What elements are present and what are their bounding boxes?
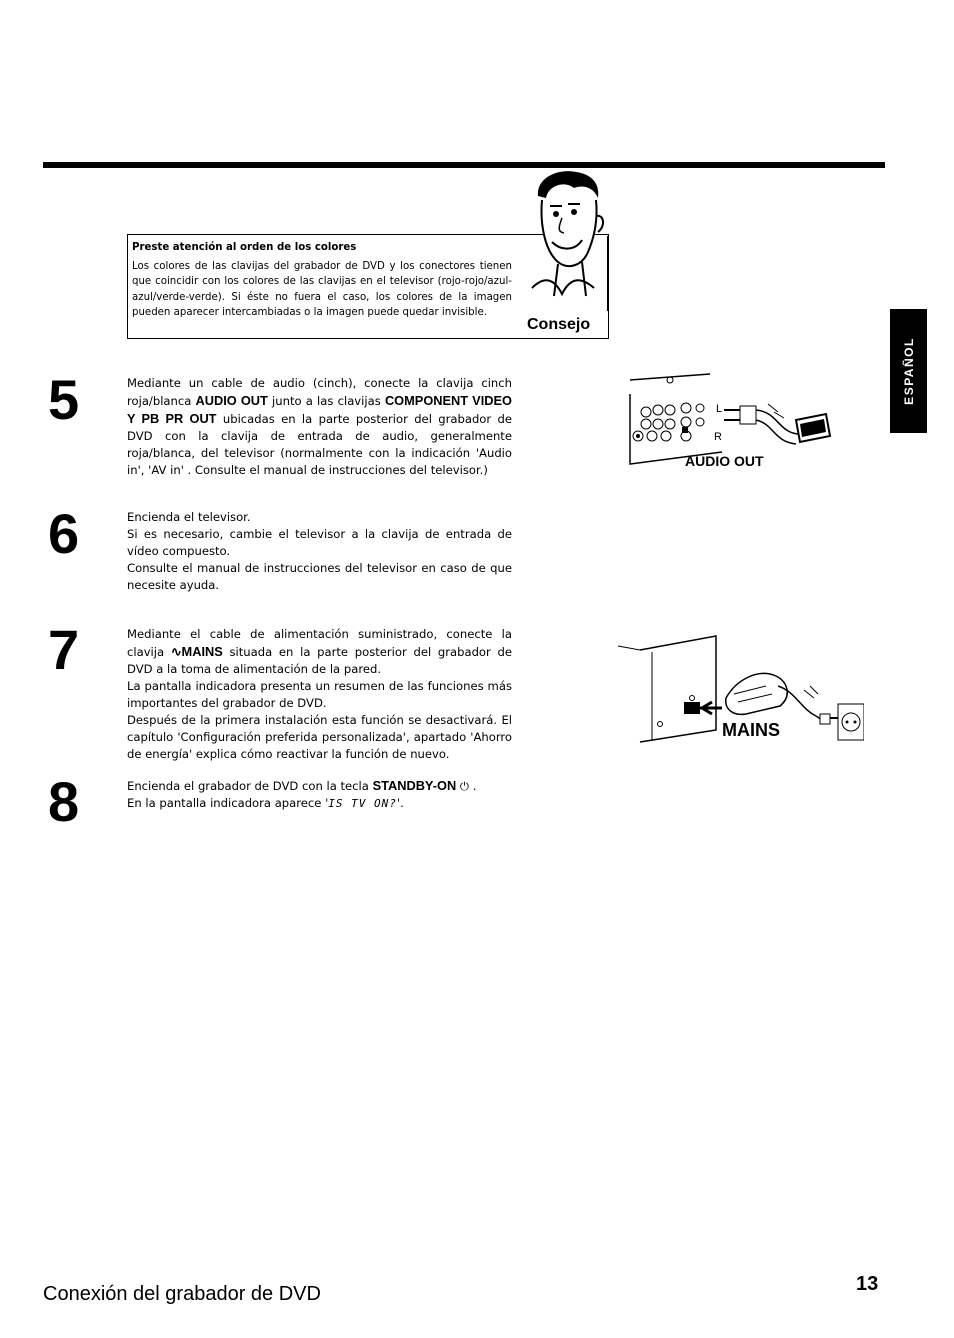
step-8-text-1: Encienda el grabador de DVD con la tecla	[127, 779, 373, 793]
step-7-text	[127, 626, 512, 763]
step-8-text	[127, 777, 512, 812]
page-number: 13	[856, 1273, 879, 1295]
audio-out-connection-figure	[628, 372, 834, 474]
step-number-8: 8	[48, 770, 80, 833]
step-8-text-4: '.	[396, 796, 404, 810]
power-icon: ⏻	[459, 779, 470, 793]
cartoon-man-icon	[518, 166, 610, 311]
step-5-text-1: Mediante un cable de audio (cinch), conecte la clavija cinch roja/blanca	[127, 376, 512, 408]
step-number-6: 6	[48, 502, 80, 565]
tip-title: Preste atención al orden de los colores	[132, 242, 357, 253]
language-tab-label: ESPAÑOL	[901, 337, 916, 405]
step-8-text-2: .	[469, 779, 477, 793]
display-message: IS TV ON?	[328, 797, 397, 810]
step-6-text	[127, 509, 512, 594]
step-number-5: 5	[48, 368, 80, 431]
step-6-line: Consulte el manual de instrucciones del televisor en caso de que necesite ayuda.	[127, 561, 512, 592]
mains-label: MAINS	[722, 720, 780, 740]
step-5-text-2: junto a las clavijas	[267, 394, 385, 408]
step-8-line-2	[127, 795, 512, 812]
step-8-text-3: En la pantalla indicadora aparece '	[127, 796, 329, 810]
step-6-line: Encienda el televisor.	[127, 510, 251, 524]
mains-symbol: ∿	[170, 644, 182, 659]
step-8-line-1	[127, 777, 512, 795]
top-rule	[43, 162, 885, 168]
language-tab	[890, 309, 927, 433]
step-5-text-3: ubicadas en la parte posterior del grabador de DVD con la clavija de entrada de audio, generalmente roja/blanca, del televisor (normalmente con la indicación 'Audio in', 'AV in' . Consulte el manual de instrucciones del televisor.)	[127, 412, 513, 477]
tip-body: Los colores de las clavijas del grabador de DVD y los conectores tienen que coincidir con los colores de las clavijas en el televisor (rojo-rojo/azul-azul/verde-verde). Si éste no fuera el caso, los colores de la imagen pueden aparecer intercambiadas o la imagen puede quedar invisible.	[132, 260, 512, 319]
left-channel-label: L	[716, 403, 723, 415]
component-video-keyword: COMPONENT VIDEO Y PB PR OUT	[127, 393, 512, 426]
standby-on-keyword: STANDBY-ON	[372, 778, 457, 793]
step-7-text-2: situada en la parte posterior del grabador de DVD a la toma de alimentación de la pared.	[127, 645, 512, 676]
step-7-paragraph-3: Después de la primera instalación esta función se desactivará. El capítulo 'Configuración preferida personalizada', apartado 'Ahorro de energía' explica cómo reactivar la función de nuevo.	[127, 713, 512, 761]
step-number-7: 7	[48, 618, 80, 681]
right-channel-label: R	[714, 431, 722, 443]
audio-out-keyword: AUDIO OUT	[195, 393, 268, 408]
step-7-text-1: Mediante el cable de alimentación suministrado, conecte la clavija	[127, 627, 512, 659]
footer-title: Conexión del grabador de DVD	[43, 1283, 321, 1305]
step-7-paragraph-2: La pantalla indicadora presenta un resumen de las funciones más importantes del grabador de DVD.	[127, 679, 512, 710]
step-7-paragraph-1	[127, 626, 512, 678]
mains-connection-figure	[616, 632, 864, 744]
step-6-line: Si es necesario, cambie el televisor a la clavija de entrada de vídeo compuesto.	[127, 527, 512, 558]
mains-keyword: MAINS	[181, 644, 223, 659]
audio-out-label: AUDIO OUT	[685, 453, 764, 469]
tip-text	[132, 240, 512, 321]
step-5-text	[127, 375, 512, 479]
tip-label: Consejo	[527, 316, 591, 333]
